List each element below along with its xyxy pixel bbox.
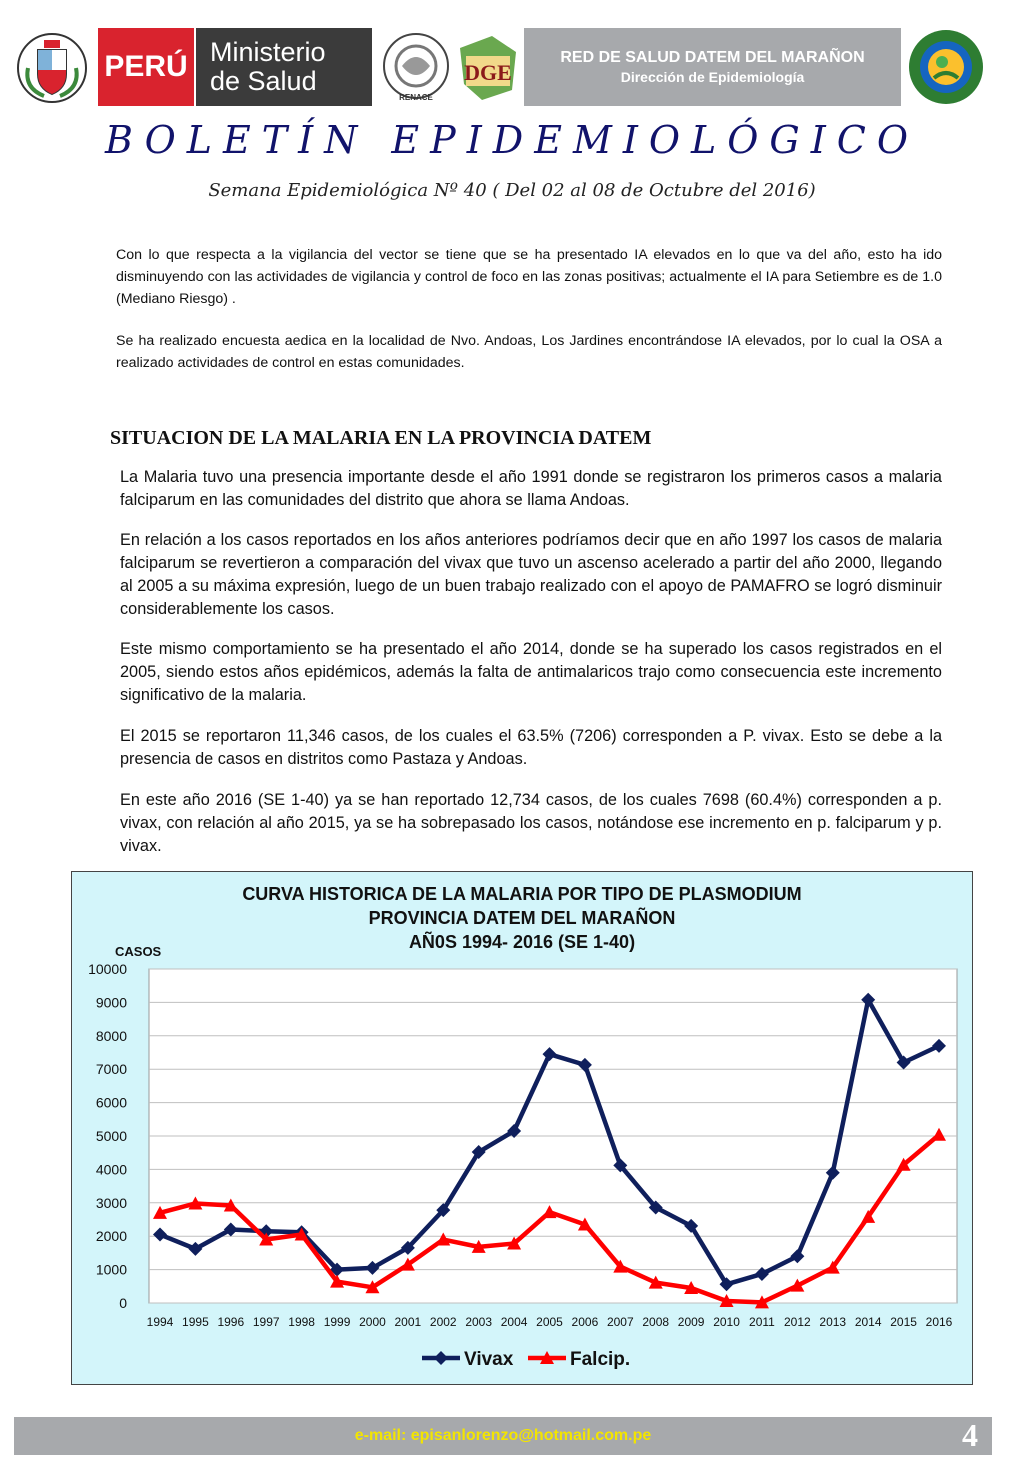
x-tick-label: 2000 (359, 1315, 386, 1329)
y-tick-label: 7000 (95, 1061, 127, 1078)
x-tick-label: 2006 (571, 1315, 599, 1329)
aedic-survey-paragraph: Se ha realizado encuesta aedica en la localidad de Nvo. Andoas, Los Jardines encontrándose IA elevados, por lo cual la OSA a realizado actividades de control en estas comunidades. (116, 333, 942, 371)
y-tick-label: 5000 (95, 1128, 127, 1144)
chart-plot (72, 872, 972, 1384)
x-tick-label: 2015 (890, 1315, 917, 1329)
malaria-paragraph-2: En relación a los casos reportados en los años anteriores podríamos decir que en año 1997 los casos de malaria falciparum se revertieron a comparación del vivax que tuvo un ascenso acelerado a partir del año 2000, llegando al 2005 a su máxima expresión, luego de un buen trabajo realizado con el apoyo de PAMAFRO se logró disminuir considerablemente los casos. (120, 531, 942, 618)
x-tick-label: 2012 (784, 1315, 811, 1329)
x-tick-label: 2003 (465, 1315, 493, 1329)
x-tick-label: 1997 (252, 1315, 280, 1329)
bulletin-title: BOLETÍN EPIDEMIOLÓGICO (104, 118, 920, 162)
y-axis-label: CASOS (115, 944, 162, 959)
contact-email: e-mail: episanlorenzo@hotmail.com.pe (354, 1427, 652, 1444)
y-tick-label: 0 (119, 1295, 127, 1311)
x-tick-label: 2008 (642, 1315, 670, 1329)
x-tick-label: 2011 (749, 1315, 775, 1329)
red-salud-datem-seal-logo (904, 28, 988, 106)
ministerio-de-salud-logo (196, 28, 372, 106)
renace-label: RENACE (399, 93, 433, 102)
y-tick-label: 8000 (95, 1027, 127, 1044)
peru-logo-text: PERÚ (104, 50, 188, 83)
renace-logo (380, 28, 452, 106)
footer-bar (14, 1417, 992, 1455)
malaria-paragraph-4: El 2015 se reportaron 11,346 casos, de los cuales el 63.5% (7206) corresponden a P. vivax. Esto se debe a la presencia de casos en distritos como Pastaza y Andoas. (120, 727, 942, 768)
chart-title-line1: CURVA HISTORICA DE LA MALARIA POR TIPO DE PLASMODIUM (242, 884, 802, 904)
x-tick-label: 1999 (323, 1315, 351, 1329)
x-tick-label: 1996 (217, 1315, 245, 1329)
y-tick-label: 4000 (95, 1161, 127, 1178)
y-tick-label: 6000 (95, 1094, 127, 1111)
x-tick-label: 2013 (819, 1315, 847, 1329)
x-tick-label: 2004 (500, 1315, 528, 1329)
red-salud-title: RED DE SALUD DATEM DEL MARAÑON (560, 49, 865, 66)
vector-surveillance-paragraph: Con lo que respecta a la vigilancia del vector se tiene que se ha presentado IA elevados en lo que va del año, esto ha ido disminuyendo con las actividades de vigilancia y control de foco en las zonas positivas; actualmente el IA para Setiembre es de 1.0 (Mediano Riesgo) . (116, 247, 942, 307)
dge-logo (452, 28, 524, 106)
x-tick-label: 1998 (288, 1315, 315, 1329)
x-tick-label: 2007 (606, 1315, 634, 1329)
red-salud-banner (524, 28, 901, 106)
epidemiological-week: Semana Epidemiológica Nº 40 ( Del 02 al 08 de Octubre del 2016) (208, 180, 816, 201)
y-tick-label: 1000 (95, 1261, 127, 1278)
legend-marker (434, 1351, 448, 1365)
ministerio-line2: de Salud (210, 66, 317, 96)
y-tick-label: 2000 (95, 1228, 127, 1245)
peru-coat-of-arms-logo (14, 28, 90, 106)
peru-logo (98, 28, 194, 106)
ministerio-line1: Ministerio (210, 37, 326, 67)
malaria-paragraph-5: En este año 2016 (SE 1-40) ya se han reportado 12,734 casos, de los cuales 7698 (60.4%) corresponden a p. vivax, con relación al año 2015, ya se ha sobrepasado los casos, notándose ese incremento en p. falciparum y p. vivax. (120, 791, 942, 855)
x-tick-label: 2002 (429, 1315, 457, 1329)
x-tick-label: 2016 (925, 1315, 953, 1329)
dge-label: DGE (464, 60, 512, 85)
x-tick-label: 2010 (713, 1315, 740, 1329)
malaria-chart (71, 871, 973, 1385)
legend-label: Vivax (464, 1349, 514, 1370)
chart-title-line3: AÑ0S 1994- 2016 (SE 1-40) (408, 932, 636, 952)
y-tick-label: 3000 (95, 1194, 127, 1211)
malaria-paragraph-1: La Malaria tuvo una presencia importante desde el año 1991 donde se registraron los primeros casos a malaria falciparum en las comunidades del distrito que ahora se llama Andoas. (120, 468, 942, 509)
page-number: 4 (962, 1417, 978, 1453)
x-tick-label: 1995 (182, 1315, 209, 1329)
x-tick-label: 2001 (394, 1315, 422, 1329)
legend-label: Falcip. (570, 1349, 631, 1370)
red-salud-subtitle: Dirección de Epidemiología (620, 69, 805, 85)
x-tick-label: 2005 (536, 1315, 563, 1329)
chart-title-line2: PROVINCIA DATEM DEL MARAÑON (368, 908, 676, 928)
section-title: SITUACION DE LA MALARIA EN LA PROVINCIA DATEM (110, 427, 652, 449)
x-tick-label: 1994 (146, 1315, 174, 1329)
y-tick-label: 10000 (88, 961, 127, 977)
y-tick-label: 9000 (95, 994, 127, 1011)
x-tick-label: 2009 (677, 1315, 705, 1329)
malaria-paragraph-3: Este mismo comportamiento se ha presentado el año 2014, donde se ha superado los casos registrados en el 2005, siendo estos años epidémicos, además la falta de antimalaricos trajo como consecuencia este incremento significativo de la malaria. (120, 640, 942, 704)
x-tick-label: 2014 (854, 1315, 882, 1329)
